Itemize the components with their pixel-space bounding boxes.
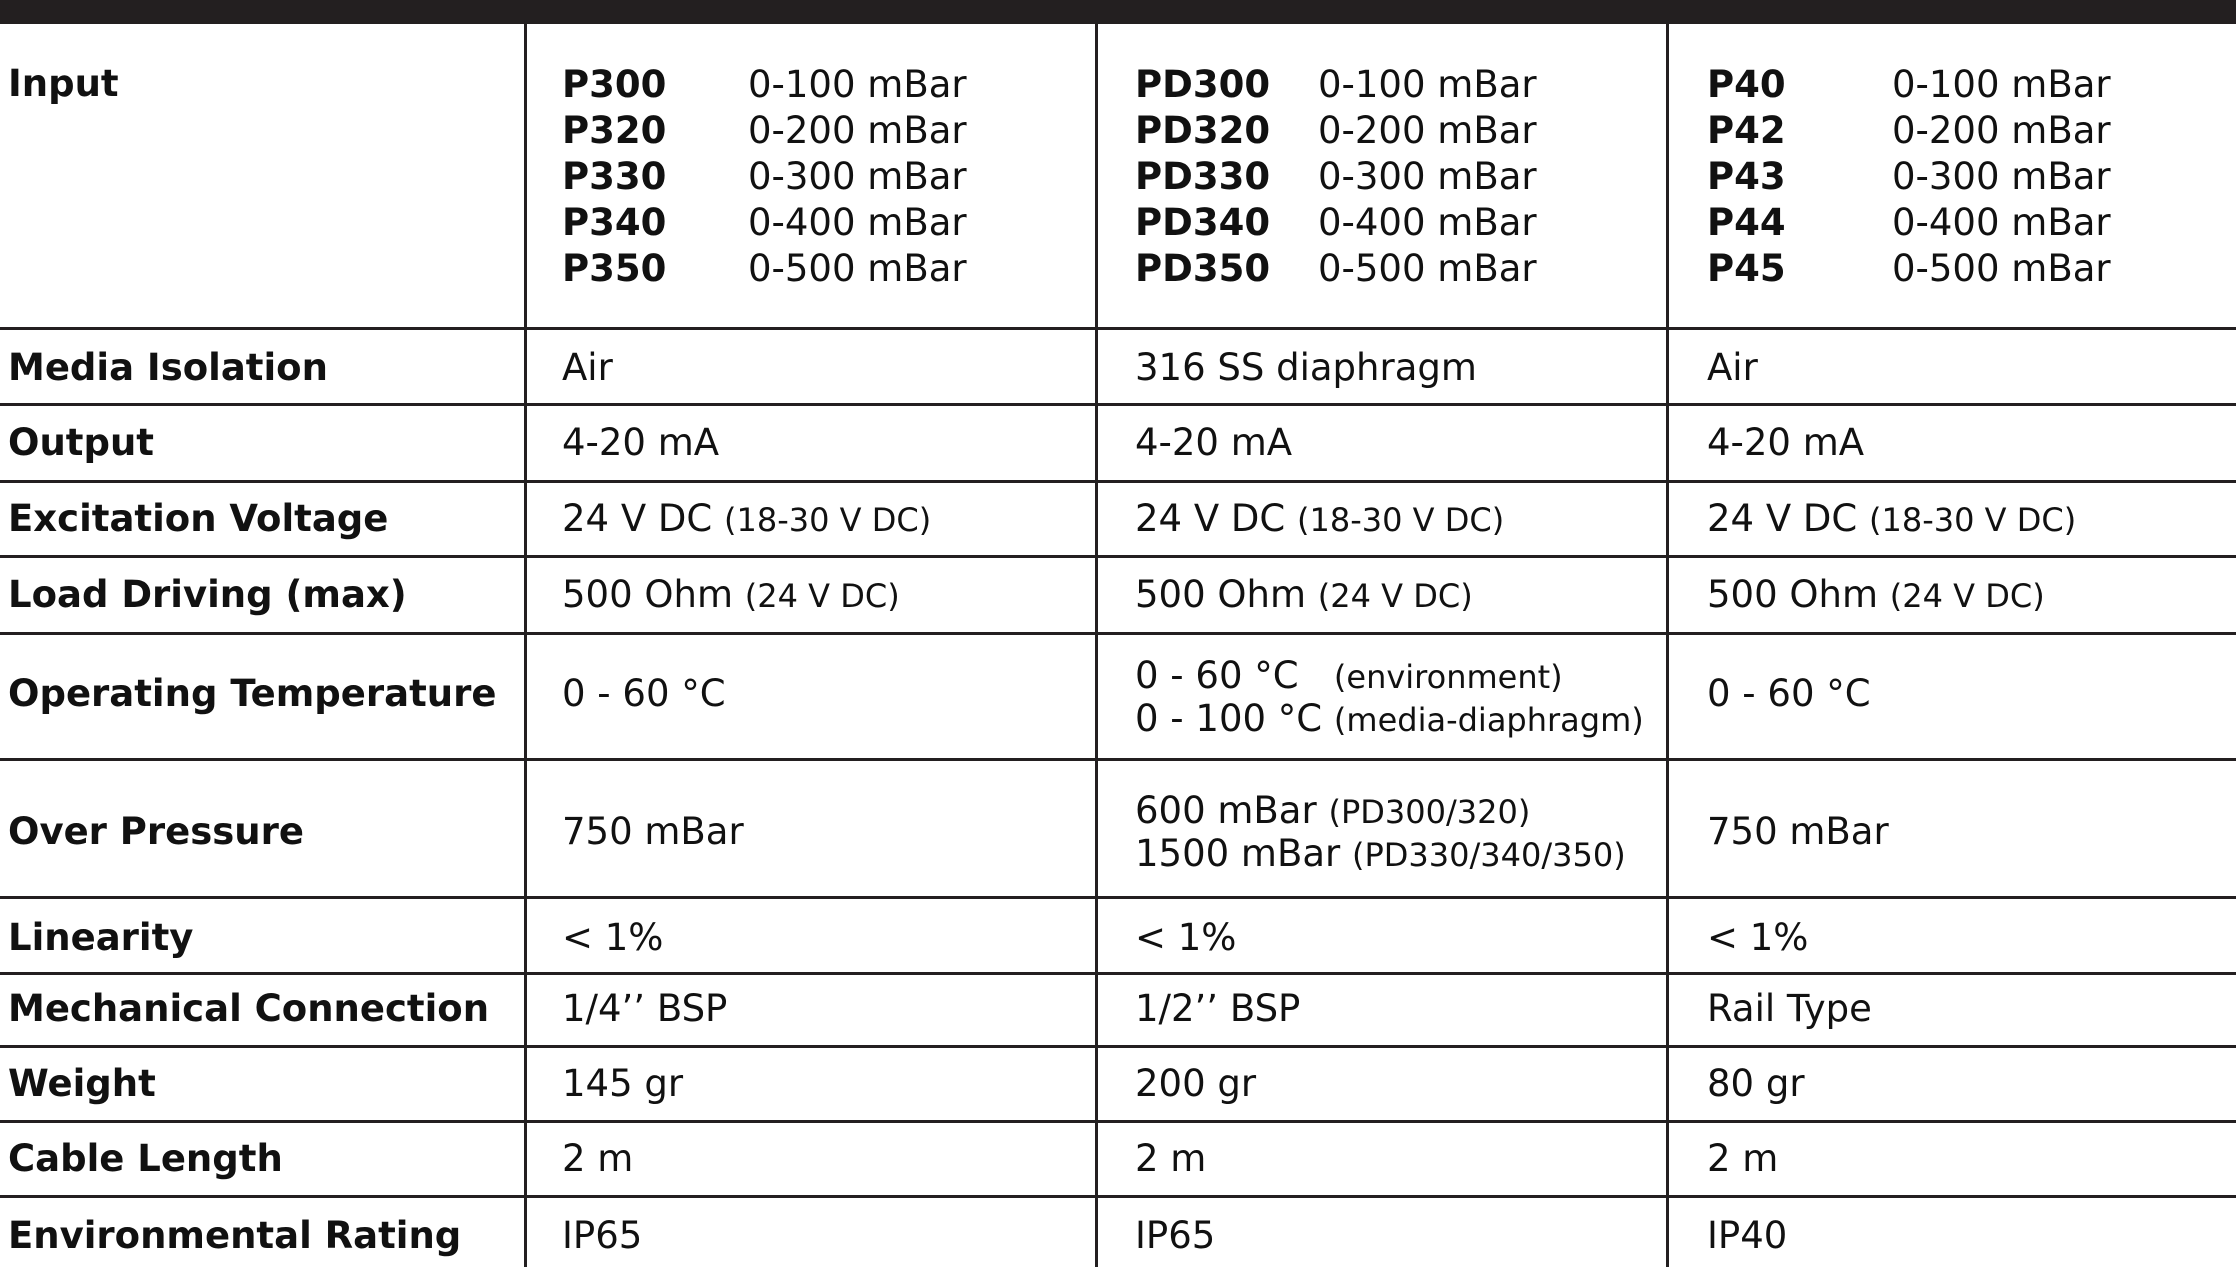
- media-isolation-value: 316 SS diaphragm: [1135, 346, 1477, 389]
- row-label-environmental-rating: Environmental Rating: [8, 1214, 462, 1257]
- input-range: 0-300 mBar: [1318, 155, 1537, 198]
- input-range: 0-300 mBar: [1892, 155, 2111, 198]
- row-label-output: Output: [8, 421, 154, 464]
- column-divider: [1666, 24, 1669, 1267]
- row-divider: [0, 1195, 2236, 1198]
- weight-value: 145 gr: [562, 1062, 684, 1105]
- row-label-operating-temperature: Operating Temperature: [8, 672, 497, 715]
- row-label-over-pressure: Over Pressure: [8, 810, 304, 853]
- media-isolation-value: Air: [562, 346, 613, 389]
- environmental-rating-value: IP65: [1135, 1214, 1216, 1257]
- linearity-value: < 1%: [562, 916, 664, 959]
- weight-value: 80 gr: [1707, 1062, 1805, 1105]
- over-pressure-note: (PD300/320): [1328, 793, 1531, 831]
- input-range: 0-400 mBar: [748, 201, 967, 244]
- load-driving-note: (24 V DC): [744, 577, 900, 615]
- load-driving-value: 500 Ohm (24 V DC): [1707, 573, 2045, 616]
- input-range: 0-300 mBar: [748, 155, 967, 198]
- input-model: P350: [562, 247, 667, 290]
- row-divider: [0, 632, 2236, 635]
- row-divider: [0, 555, 2236, 558]
- input-range: 0-100 mBar: [748, 63, 967, 106]
- input-model: P44: [1707, 201, 1786, 244]
- input-range: 0-100 mBar: [1318, 63, 1537, 106]
- over-pressure-value: 1500 mBar (PD330/340/350): [1135, 832, 1626, 875]
- mechanical-connection-value: 1/4’’ BSP: [562, 987, 728, 1030]
- input-model: P320: [562, 109, 667, 152]
- input-range: 0-200 mBar: [1892, 109, 2111, 152]
- over-pressure-note: (PD330/340/350): [1352, 836, 1626, 874]
- weight-value: 200 gr: [1135, 1062, 1257, 1105]
- input-model: PD340: [1135, 201, 1271, 244]
- excitation-voltage-value: 24 V DC (18-30 V DC): [1707, 497, 2077, 540]
- excitation-voltage-note: (18-30 V DC): [724, 501, 932, 539]
- input-range: 0-400 mBar: [1318, 201, 1537, 244]
- linearity-value: < 1%: [1707, 916, 1809, 959]
- mechanical-connection-value: 1/2’’ BSP: [1135, 987, 1301, 1030]
- input-model: PD330: [1135, 155, 1271, 198]
- input-range: 0-500 mBar: [1318, 247, 1537, 290]
- row-label-media-isolation: Media Isolation: [8, 346, 328, 389]
- operating-temperature-value: 0 - 60 °C (environment): [1135, 654, 1563, 697]
- environmental-rating-value: IP65: [562, 1214, 643, 1257]
- input-range: 0-100 mBar: [1892, 63, 2111, 106]
- input-range: 0-200 mBar: [1318, 109, 1537, 152]
- over-pressure-value: 750 mBar: [1707, 810, 1889, 853]
- row-label-linearity: Linearity: [8, 916, 194, 959]
- output-value: 4-20 mA: [1707, 421, 1865, 464]
- input-model: P42: [1707, 109, 1786, 152]
- load-driving-value: 500 Ohm (24 V DC): [1135, 573, 1473, 616]
- input-range: 0-500 mBar: [748, 247, 967, 290]
- column-divider: [524, 24, 527, 1267]
- excitation-voltage-value: 24 V DC (18-30 V DC): [562, 497, 932, 540]
- input-model: PD300: [1135, 63, 1271, 106]
- operating-temperature-value: 0 - 60 °C: [1707, 672, 1871, 715]
- row-divider: [0, 972, 2236, 975]
- operating-temperature-value: 0 - 60 °C: [562, 672, 726, 715]
- environmental-rating-value: IP40: [1707, 1214, 1788, 1257]
- cable-length-value: 2 m: [1135, 1137, 1207, 1180]
- over-pressure-value: 600 mBar (PD300/320): [1135, 789, 1531, 832]
- input-model: P43: [1707, 155, 1786, 198]
- table-top-bar: [0, 0, 2236, 24]
- cable-length-value: 2 m: [562, 1137, 634, 1180]
- cable-length-value: 2 m: [1707, 1137, 1779, 1180]
- over-pressure-value: 750 mBar: [562, 810, 744, 853]
- load-driving-note: (24 V DC): [1317, 577, 1473, 615]
- output-value: 4-20 mA: [562, 421, 720, 464]
- excitation-voltage-note: (18-30 V DC): [1297, 501, 1505, 539]
- row-label-weight: Weight: [8, 1062, 156, 1105]
- input-model: P40: [1707, 63, 1786, 106]
- input-model: P45: [1707, 247, 1786, 290]
- row-divider: [0, 480, 2236, 483]
- media-isolation-value: Air: [1707, 346, 1758, 389]
- column-divider: [1095, 24, 1098, 1267]
- row-divider: [0, 758, 2236, 761]
- input-model: P300: [562, 63, 667, 106]
- row-label-cable-length: Cable Length: [8, 1137, 283, 1180]
- row-divider: [0, 403, 2236, 406]
- row-label-excitation-voltage: Excitation Voltage: [8, 497, 389, 540]
- input-range: 0-400 mBar: [1892, 201, 2111, 244]
- output-value: 4-20 mA: [1135, 421, 1293, 464]
- mechanical-connection-value: Rail Type: [1707, 987, 1872, 1030]
- linearity-value: < 1%: [1135, 916, 1237, 959]
- input-model: PD350: [1135, 247, 1271, 290]
- load-driving-value: 500 Ohm (24 V DC): [562, 573, 900, 616]
- row-divider: [0, 1120, 2236, 1123]
- row-label-mechanical-connection: Mechanical Connection: [8, 987, 490, 1030]
- row-label-input: Input: [8, 62, 119, 105]
- input-model: P340: [562, 201, 667, 244]
- input-model: PD320: [1135, 109, 1271, 152]
- input-model: P330: [562, 155, 667, 198]
- operating-temperature-note: (media-diaphragm): [1333, 701, 1644, 739]
- row-divider: [0, 327, 2236, 330]
- row-label-load-driving: Load Driving (max): [8, 573, 407, 616]
- load-driving-note: (24 V DC): [1889, 577, 2045, 615]
- input-range: 0-200 mBar: [748, 109, 967, 152]
- row-divider: [0, 1045, 2236, 1048]
- input-range: 0-500 mBar: [1892, 247, 2111, 290]
- operating-temperature-note: (environment): [1333, 658, 1563, 696]
- row-divider: [0, 896, 2236, 899]
- excitation-voltage-value: 24 V DC (18-30 V DC): [1135, 497, 1505, 540]
- operating-temperature-value: 0 - 100 °C (media-diaphragm): [1135, 697, 1644, 740]
- excitation-voltage-note: (18-30 V DC): [1869, 501, 2077, 539]
